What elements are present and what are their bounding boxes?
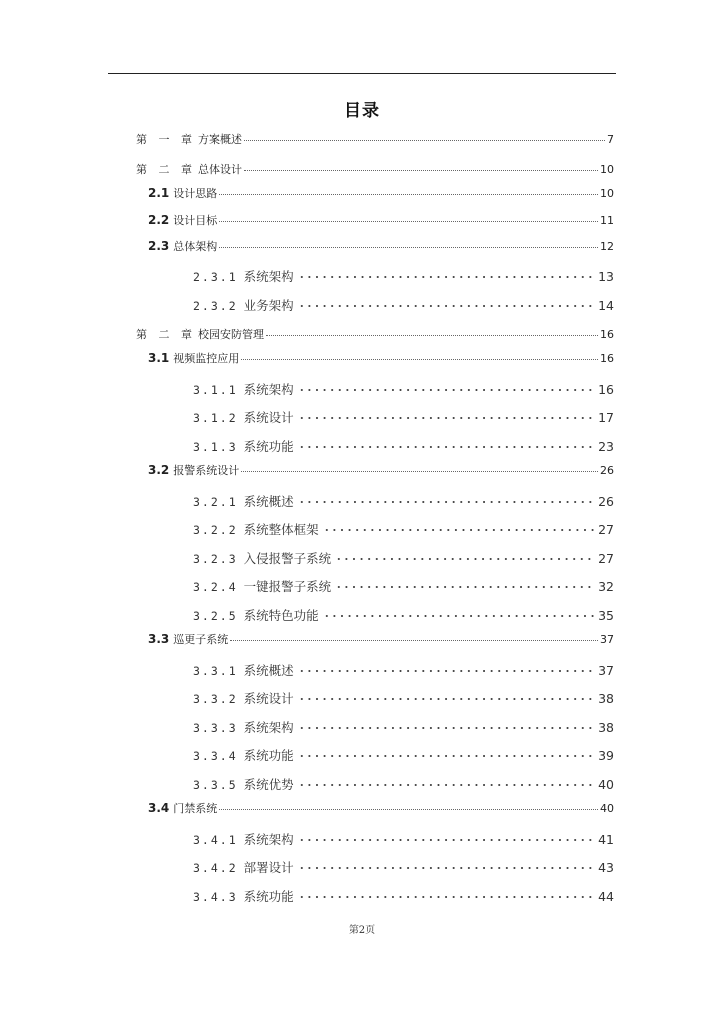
toc-entry-title: 系统功能 bbox=[243, 439, 294, 454]
toc-entry[interactable] bbox=[193, 887, 614, 905]
toc-number: 3.4.1 bbox=[193, 833, 238, 847]
toc-page-number: 16 bbox=[600, 328, 614, 341]
dot-leader bbox=[219, 247, 598, 248]
toc-entry[interactable] bbox=[136, 131, 614, 147]
toc-entry-title: 系统概述 bbox=[243, 494, 294, 509]
toc-page-number: 38 bbox=[598, 720, 614, 735]
toc-page-number: 40 bbox=[600, 802, 614, 815]
toc-number: 2.2 bbox=[148, 213, 170, 227]
toc-entry-title: 系统设计 bbox=[243, 691, 294, 706]
toc-page-number: 43 bbox=[598, 860, 614, 875]
dot-leader bbox=[335, 586, 594, 588]
toc-entry[interactable] bbox=[193, 661, 614, 679]
toc-entry[interactable] bbox=[193, 408, 614, 426]
toc-entry[interactable] bbox=[136, 161, 614, 177]
toc-entry[interactable] bbox=[136, 326, 614, 342]
toc-entry[interactable] bbox=[148, 631, 614, 647]
toc-page-number: 16 bbox=[598, 382, 614, 397]
toc-entry-title: 设计思路 bbox=[173, 187, 218, 200]
toc-page-number: 44 bbox=[598, 889, 614, 904]
toc-entry-title: 巡更子系统 bbox=[173, 633, 229, 646]
toc-page-number: 37 bbox=[600, 633, 614, 646]
toc-number: 第 二 章 bbox=[136, 328, 196, 341]
dot-leader bbox=[323, 529, 594, 531]
toc-number: 3.2.4 bbox=[193, 580, 238, 594]
toc-entry-title: 系统概述 bbox=[243, 663, 294, 678]
dot-leader bbox=[298, 501, 594, 503]
toc-number: 第 二 章 bbox=[136, 163, 196, 176]
toc-page-number: 17 bbox=[598, 410, 614, 425]
toc-entry[interactable] bbox=[148, 350, 614, 366]
toc-page-number: 26 bbox=[598, 494, 614, 509]
toc-entry[interactable] bbox=[193, 775, 614, 793]
toc-number: 3.3.3 bbox=[193, 721, 238, 735]
toc-page-number: 12 bbox=[600, 240, 614, 253]
toc-page-number: 14 bbox=[598, 298, 614, 313]
toc-number: 3.1 bbox=[148, 351, 170, 365]
dot-leader bbox=[266, 335, 598, 336]
toc-entry-title: 入侵报警子系统 bbox=[243, 551, 332, 566]
toc-entry[interactable] bbox=[193, 689, 614, 707]
toc-entry-title: 门禁系统 bbox=[173, 802, 218, 815]
toc-entry-title: 方案概述 bbox=[198, 133, 242, 146]
dot-leader bbox=[298, 755, 594, 757]
toc-number: 2.3 bbox=[148, 239, 170, 253]
toc-page-number: 40 bbox=[598, 777, 614, 792]
toc-number: 2.3.1 bbox=[193, 270, 238, 284]
dot-leader bbox=[219, 221, 598, 222]
dot-leader bbox=[298, 670, 594, 672]
toc-number: 3.2.5 bbox=[193, 609, 238, 623]
toc-number: 3.3.2 bbox=[193, 692, 238, 706]
dot-leader bbox=[244, 140, 605, 141]
dot-leader bbox=[219, 194, 598, 195]
toc-page-number: 41 bbox=[598, 832, 614, 847]
toc-number: 3.1.2 bbox=[193, 411, 238, 425]
toc-entry-title: 系统设计 bbox=[243, 410, 294, 425]
toc-number: 3.3.5 bbox=[193, 778, 238, 792]
toc-entry-title: 设计目标 bbox=[173, 214, 218, 227]
toc-page-number: 7 bbox=[607, 133, 614, 146]
dot-leader bbox=[298, 867, 594, 869]
toc-entry-title: 校园安防管理 bbox=[198, 328, 264, 341]
toc-entry[interactable] bbox=[148, 185, 614, 201]
toc-entry-title: 总体设计 bbox=[198, 163, 242, 176]
toc-page-number: 10 bbox=[600, 187, 614, 200]
toc-page-number: 39 bbox=[598, 748, 614, 763]
toc-entry[interactable] bbox=[193, 858, 614, 876]
dot-leader bbox=[323, 615, 594, 617]
dot-leader bbox=[244, 170, 598, 171]
toc-page-number: 23 bbox=[598, 439, 614, 454]
toc-number: 3.2.1 bbox=[193, 495, 238, 509]
dot-leader bbox=[230, 640, 598, 641]
toc-entry[interactable] bbox=[148, 238, 614, 254]
toc-page-number: 38 bbox=[598, 691, 614, 706]
toc-entry-title: 系统功能 bbox=[243, 889, 294, 904]
toc-page-number: 27 bbox=[598, 551, 614, 566]
toc-page-number: 27 bbox=[598, 522, 614, 537]
toc-entry-title: 系统架构 bbox=[243, 382, 294, 397]
toc-entry-title: 系统架构 bbox=[243, 269, 294, 284]
dot-leader bbox=[298, 896, 594, 898]
dot-leader bbox=[241, 471, 598, 472]
toc-page-number: 37 bbox=[598, 663, 614, 678]
toc-entry[interactable] bbox=[193, 492, 614, 510]
toc-page-number: 35 bbox=[598, 608, 614, 623]
toc-number: 3.4 bbox=[148, 801, 170, 815]
toc-entry[interactable] bbox=[193, 577, 614, 595]
toc-entry[interactable] bbox=[193, 718, 614, 736]
toc-page-number: 13 bbox=[598, 269, 614, 284]
toc-entry-title: 部署设计 bbox=[243, 860, 294, 875]
toc-entry[interactable] bbox=[193, 746, 614, 764]
toc-page-number: 32 bbox=[598, 579, 614, 594]
toc-entry[interactable] bbox=[193, 296, 614, 314]
toc-entry[interactable] bbox=[193, 267, 614, 285]
toc-title: 目录 bbox=[344, 101, 380, 121]
toc-number: 3.2.3 bbox=[193, 552, 238, 566]
toc-entry-title: 视频监控应用 bbox=[173, 352, 240, 365]
dot-leader bbox=[298, 784, 594, 786]
dot-leader bbox=[298, 389, 594, 391]
toc-number: 3.3.1 bbox=[193, 664, 238, 678]
toc-number: 3.1.1 bbox=[193, 383, 238, 397]
toc-number: 3.2.2 bbox=[193, 523, 238, 537]
toc-page-number: 11 bbox=[600, 214, 614, 227]
toc-entry-title: 系统优势 bbox=[243, 777, 294, 792]
toc-entry[interactable] bbox=[193, 830, 614, 848]
toc-number: 3.2 bbox=[148, 463, 170, 477]
toc-entry[interactable] bbox=[148, 800, 614, 816]
toc-entry-title: 系统特色功能 bbox=[243, 608, 319, 623]
dot-leader bbox=[219, 809, 598, 810]
toc-entry[interactable] bbox=[193, 437, 614, 455]
toc-number: 2.3.2 bbox=[193, 299, 238, 313]
toc-entry[interactable] bbox=[193, 606, 614, 624]
toc-entry[interactable] bbox=[148, 462, 614, 478]
dot-leader bbox=[335, 558, 594, 560]
toc-entry-title: 一键报警子系统 bbox=[243, 579, 332, 594]
toc-entry-title: 系统整体框架 bbox=[243, 522, 319, 537]
toc-number: 2.1 bbox=[148, 186, 170, 200]
toc-entry[interactable] bbox=[193, 380, 614, 398]
toc-entry-title: 系统架构 bbox=[243, 832, 294, 847]
toc-entry[interactable] bbox=[148, 212, 614, 228]
toc-entry-title: 业务架构 bbox=[243, 298, 294, 313]
toc-entry-title: 报警系统设计 bbox=[173, 464, 240, 477]
dot-leader bbox=[298, 417, 594, 419]
page-footer: 第2页 bbox=[348, 925, 376, 936]
toc-page-number: 10 bbox=[600, 163, 614, 176]
toc-page-number: 16 bbox=[600, 352, 614, 365]
toc-entry-title: 系统功能 bbox=[243, 748, 294, 763]
toc-entry-title: 总体架构 bbox=[173, 240, 218, 253]
toc-entry-title: 系统架构 bbox=[243, 720, 294, 735]
toc-entry[interactable] bbox=[193, 520, 614, 538]
dot-leader bbox=[298, 276, 594, 278]
dot-leader bbox=[298, 698, 594, 700]
toc-number: 第 一 章 bbox=[136, 133, 196, 146]
toc-number: 3.4.3 bbox=[193, 890, 238, 904]
toc-entry[interactable] bbox=[193, 549, 614, 567]
toc-number: 3.3 bbox=[148, 632, 170, 646]
dot-leader bbox=[298, 446, 594, 448]
dot-leader bbox=[298, 839, 594, 841]
toc-number: 3.3.4 bbox=[193, 749, 238, 763]
toc-number: 3.1.3 bbox=[193, 440, 238, 454]
dot-leader bbox=[298, 727, 594, 729]
dot-leader bbox=[241, 359, 598, 360]
header-rule bbox=[108, 73, 616, 74]
toc-page-number: 26 bbox=[600, 464, 614, 477]
dot-leader bbox=[298, 305, 594, 307]
toc-number: 3.4.2 bbox=[193, 861, 238, 875]
